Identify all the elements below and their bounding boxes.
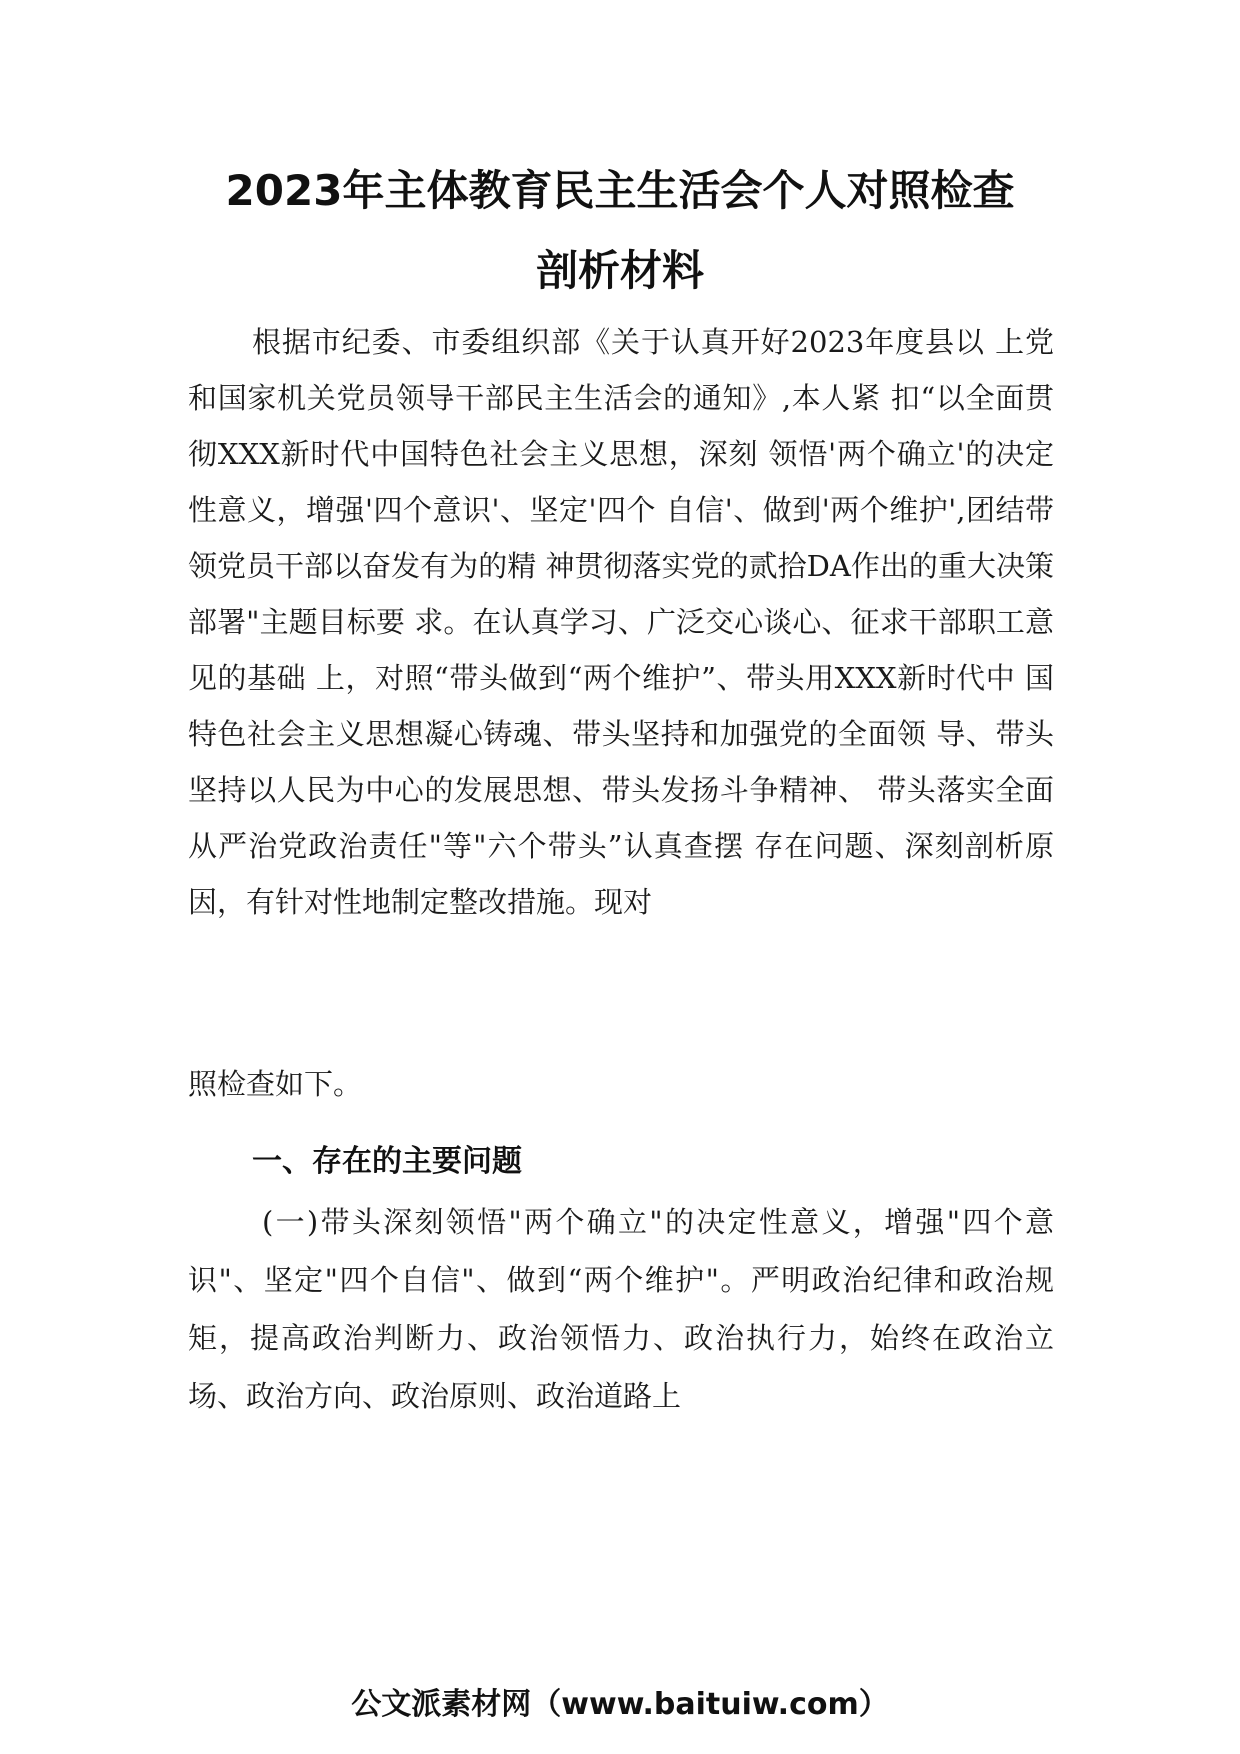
intro-paragraph: 根据市纪委、市委组织部《关于认真开好2023年度县以 上党和国家机关党员领导干部民主生活会的通知》,本人紧 扣“以全面贯彻XXX新时代中国特色社会主义思想，深刻 领悟'两个确立'的决定性意义，增强'四个意识'、坚定'四个 自信'、做到'两个维护',团结带领党员干部以奋发有为的精 神贯彻落实党的贰拾DA作出的重大决策部署"主题目标要 求。在认真学习、广泛交心谈心、征求干部职工意见的基础 上，对照“带头做到“两个维护”、带头用XXX新时代中 国特色社会主义思想凝心铸魂、带头坚持和加强党的全面领 导、带头坚持以人民为中心的发展思想、带头发扬斗争精神、 带头落实全面从严治党政治责任"等"六个带头”认真查摆 存在问题、深刻剖析原因，有针对性地制定整改措施。现对 — [188, 325, 1054, 919]
document-title-line1: 2023年主体教育民主生活会个人对照检查 — [225, 166, 1015, 215]
section1-paragraph: (一)带头深刻领悟"两个确立"的决定性意义，增强"四个意识"、坚定"四个自信"、做到“两个维护"。严明政治纪律和政治规矩，提高政治判断力、政治领悟力、政治执行力，始终在政治立场、政治方向、政治原则、政治道路上 — [188, 1205, 1054, 1413]
section-heading-main-problems: 一、存在的主要问题 — [252, 1144, 522, 1179]
document-title-line2: 剖析材料 — [535, 246, 704, 295]
intro-continuation: 照检查如下。 — [188, 1067, 363, 1101]
footer-watermark: 公文派素材网（www.baituiw.com） — [351, 1687, 889, 1722]
